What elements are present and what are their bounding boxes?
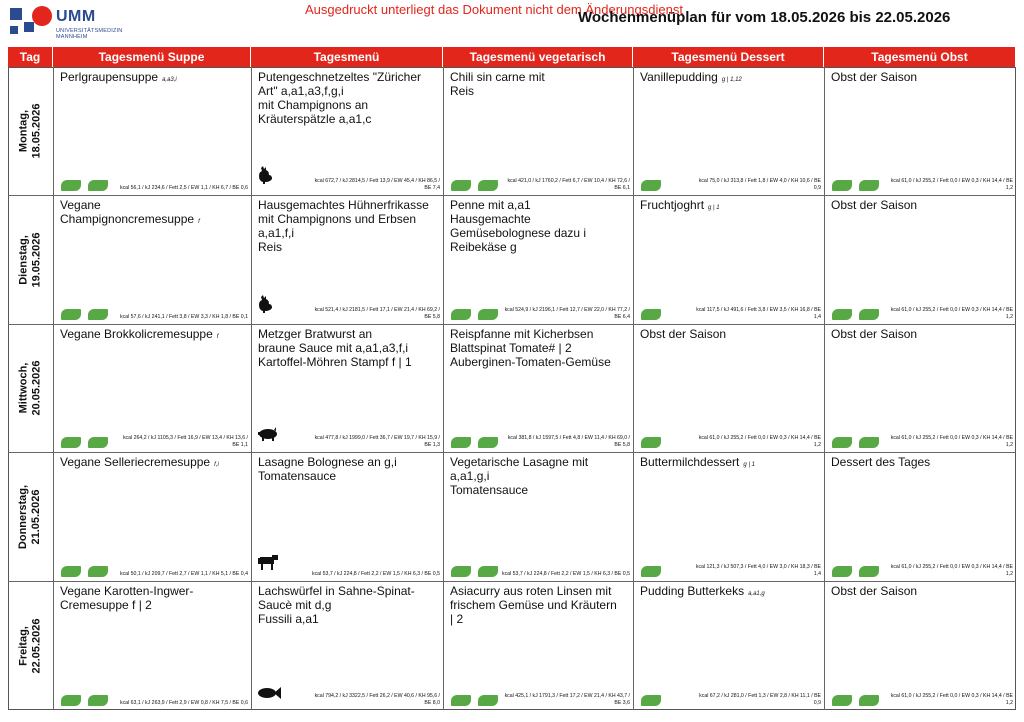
menu-cell-dessert [633,324,824,452]
vegetarian-leaf-icon [478,566,498,577]
nutrition-info: kcal 524,9 / kJ 2196,1 / Fett 12,7 / EW 22,0 / KH 77,2 / BE 6,4 [504,307,630,320]
dish-name: Perlgraupensuppe a,a3,i [60,70,177,84]
chicken-icon [257,295,273,318]
nutrition-info: kcal 121,3 / kJ 507,3 / Fett 4,0 / EW 3,0 / KH 18,3 / BE 1,4 [695,564,821,577]
menu-cell-vegetarisch [443,452,633,581]
nutrition-info: kcal 477,8 / kJ 1999,0 / Fett 36,7 / EW 19,7 / KH 15,9 / BE 1,3 [314,435,440,448]
date: 18.05.2026 [30,103,43,159]
allergen-codes: f [198,219,200,225]
vegetarian-leaf-icon [88,437,108,448]
vegan-leaf-icon [451,309,471,320]
nutrition-info: kcal 63,1 / kJ 263,9 / Fett 2,9 / EW 0,8 / KH 7,5 / BE 0,6 [119,700,248,706]
date: 19.05.2026 [30,231,43,288]
dish-name: Putengeschnetzeltes "Züricher Art" a,a1,a3,f,g,i mit Champignons an Kräuterspätzle a,a1,c [258,70,422,126]
allergen-codes: g | 1,12 [721,77,742,83]
dish-name: Lachswürfel in Sahne-Spinat- Saucè mit d,g Fussili a,a1 [258,584,415,626]
nutrition-info: kcal 672,7 / kJ 2814,5 / Fett 13,9 / EW 45,4 / KH 86,5 / BE 7,4 [314,178,440,191]
dish-name: Fruchtjoghrt g | 1 [640,198,720,212]
vegetarian-leaf-icon [859,309,879,320]
nutrition-info: kcal 61,0 / kJ 255,2 / Fett 0,0 / EW 0,3 / KH 14,4 / BE 1,2 [890,693,1013,706]
dish-name: Penne mit a,a1 Hausgemachte Gemüsebolognese dazu i Reibekäse g [450,198,587,254]
vegetarian-leaf-icon [859,180,879,191]
vegan-leaf-icon [451,180,471,191]
nutrition-info: kcal 53,7 / kJ 224,8 / Fett 2,2 / EW 1,5 / KH 6,3 / BE 0,5 [311,571,440,577]
vegan-leaf-icon [451,437,471,448]
date: 22.05.2026 [30,617,43,674]
menu-cell-vegetarisch [443,195,633,324]
menu-cell-obst [824,195,1016,324]
vegan-leaf-icon [641,180,661,191]
nutrition-info: kcal 56,1 / kJ 234,6 / Fett 2,5 / EW 1,1 / KH 6,7 / BE 0,6 [119,185,248,191]
vegetarian-leaf-icon [88,566,108,577]
dish-name: Buttermilchdessert g | 1 [640,455,755,469]
vegan-leaf-icon [832,309,852,320]
vegetarian-leaf-icon [859,695,879,706]
vegan-leaf-icon [641,309,661,320]
pig-icon [257,427,279,446]
column-header-dessert: Tagesmenü Dessert [633,47,824,67]
nutrition-info: kcal 117,5 / kJ 491,6 / Fett 3,8 / EW 3,5 / KH 16,8 / BE 1,4 [696,307,821,320]
column-header-suppe: Tagesmenü Suppe [53,47,251,67]
logo-mark-square [10,8,22,20]
vegetarian-leaf-icon [478,180,498,191]
allergen-codes: g | 1 [708,205,720,211]
logo-mark-square-tiny [10,26,18,34]
vegan-leaf-icon [61,566,81,577]
allergen-codes: f,i [214,462,219,468]
day-label [8,324,53,452]
dish-name: Vegane Brokkolicremesuppe f [60,327,219,341]
day-label [8,452,53,581]
nutrition-info: kcal 75,0 / kJ 313,8 / Fett 1,8 / EW 4,0 / KH 10,6 / BE 0,9 [698,178,821,191]
fish-icon [257,686,281,704]
vegan-leaf-icon [451,695,471,706]
menu-cell-vegetarisch [443,324,633,452]
allergen-codes: a,a1,g [748,591,765,597]
chicken-icon [257,166,273,189]
vegetarian-leaf-icon [478,437,498,448]
nutrition-info: kcal 57,6 / kJ 241,1 / Fett 3,8 / EW 3,3 / KH 1,8 / BE 0,1 [119,314,248,320]
menu-cell-dessert [633,67,824,195]
dish-name: Vegane Selleriecremesuppe f,i [60,455,219,469]
weekday: Mittwoch, [17,362,30,414]
nutrition-info: kcal 53,7 / kJ 224,8 / Fett 2,2 / EW 1,5 / KH 6,3 / BE 0,5 [501,571,630,577]
day-label [8,195,53,324]
nutrition-info: kcal 521,4 / kJ 2181,5 / Fett 17,1 / EW 21,4 / KH 69,2 / BE 5,8 [314,307,440,320]
menu-cell-obst [824,452,1016,581]
dish-name: Hausgemachtes Hühnerfrikasse mit Champignons und Erbsen a,a1,f,i Reis [258,198,429,254]
vegan-leaf-icon [61,180,81,191]
menu-cell-suppe [53,67,251,195]
menu-cell-dessert [633,195,824,324]
print-notice: Ausgedruckt unterliegt das Dokument nicht dem Änderungsdienst [305,2,683,17]
dish-name: Obst der Saison [831,70,918,84]
allergen-codes: a,a3,i [162,77,177,83]
vegetarian-leaf-icon [88,180,108,191]
nutrition-info: kcal 61,0 / kJ 255,2 / Fett 0,0 / EW 0,3 / KH 14,4 / BE 1,2 [890,178,1013,191]
page-title: Wochenmenüplan für vom 18.05.2026 bis 22.05.2026 [578,9,951,26]
menu-cell-menu [251,452,443,581]
nutrition-info: kcal 61,0 / kJ 255,2 / Fett 0,0 / EW 0,3 / KH 14,4 / BE 1,2 [698,435,821,448]
menu-cell-dessert [633,452,824,581]
weekday: Donnerstag, [17,484,30,549]
menu-cell-obst [824,324,1016,452]
menu-cell-vegetarisch [443,67,633,195]
menu-cell-suppe [53,195,251,324]
dish-name: Asiacurry aus roten Linsen mit frischem Gemüse und Kräutern | 2 [450,584,617,626]
allergen-codes: g | 1 [743,462,755,468]
dish-name: Pudding Butterkeks a,a1,g [640,584,765,598]
dish-name: Vegetarische Lasagne mit a,a1,g,i Tomatensauce [450,455,589,497]
dish-name: Vanillepudding g | 1,12 [640,70,742,84]
menu-cell-vegetarisch [443,581,633,710]
column-header-vegetarisch: Tagesmenü vegetarisch [443,47,633,67]
menu-cell-menu [251,581,443,710]
logo-subtitle: UNIVERSITÄTSMEDIZIN MANNHEIM [56,28,123,40]
vegan-leaf-icon [832,566,852,577]
menu-cell-dessert [633,581,824,710]
vegetarian-leaf-icon [88,309,108,320]
vegan-leaf-icon [641,695,661,706]
nutrition-info: kcal 50,1 / kJ 209,7 / Fett 2,7 / EW 1,1 / KH 5,1 / BE 0,4 [119,571,248,577]
vegetarian-leaf-icon [478,695,498,706]
allergen-codes: f [216,334,219,340]
date: 21.05.2026 [30,488,43,545]
nutrition-info: kcal 264,2 / kJ 1105,3 / Fett 16,9 / EW 13,4 / KH 13,6 / BE 1,1 [122,435,248,448]
dish-name: Chili sin carne mit Reis [450,70,545,98]
logo-mark-square-small [24,22,34,32]
weekday: Dienstag, [17,234,30,285]
column-header-obst: Tagesmenü Obst [824,47,1016,67]
menu-cell-menu [251,195,443,324]
nutrition-info: kcal 425,1 / kJ 1791,3 / Fett 17,2 / EW 21,4 / KH 43,7 / BE 3,6 [504,693,630,706]
vegetarian-leaf-icon [88,695,108,706]
vegan-leaf-icon [641,437,661,448]
nutrition-info: kcal 61,0 / kJ 255,2 / Fett 0,0 / EW 0,3 / KH 14,4 / BE 1,2 [890,564,1013,577]
menu-cell-menu [251,67,443,195]
date: 20.05.2026 [30,360,43,416]
vegan-leaf-icon [641,566,661,577]
weekday: Montag, [17,109,30,153]
column-header-menu: Tagesmenü [251,47,443,67]
day-label [8,67,53,195]
nutrition-info: kcal 61,0 / kJ 255,2 / Fett 0,0 / EW 0,3 / KH 14,4 / BE 1,2 [890,435,1013,448]
vegan-leaf-icon [832,437,852,448]
column-header-tag: Tag [8,47,53,67]
nutrition-info: kcal 794,2 / kJ 3322,5 / Fett 26,2 / EW 40,6 / KH 95,6 / BE 8,0 [314,693,440,706]
vegan-leaf-icon [61,437,81,448]
menu-cell-suppe [53,452,251,581]
nutrition-info: kcal 421,0 / kJ 1760,2 / Fett 6,7 / EW 10,4 / KH 72,6 / BE 6,1 [507,178,630,191]
menu-cell-suppe [53,581,251,710]
nutrition-info: kcal 67,2 / kJ 281,0 / Fett 1,3 / EW 2,8 / KH 11,1 / BE 0,9 [699,693,821,706]
cow-icon [257,554,279,575]
vegetarian-leaf-icon [859,566,879,577]
menu-cell-obst [824,67,1016,195]
nutrition-info: kcal 61,0 / kJ 255,2 / Fett 0,0 / EW 0,3 / KH 14,4 / BE 1,2 [890,307,1013,320]
dish-name: Dessert des Tages [831,455,931,469]
dish-name: Obst der Saison [831,198,918,212]
menu-cell-suppe [53,324,251,452]
vegan-leaf-icon [61,309,81,320]
vegan-leaf-icon [832,695,852,706]
logo [8,6,123,46]
dish-name: Metzger Bratwurst an braune Sauce mit a,a1,a3,f,i Kartoffel-Möhren Stampf f | 1 [258,327,412,369]
nutrition-info: kcal 381,8 / kJ 1597,5 / Fett 4,8 / EW 11,4 / KH 69,0 / BE 5,8 [507,435,630,448]
vegan-leaf-icon [832,180,852,191]
logo-mark-circle [32,6,52,26]
dish-name: Obst der Saison [640,327,727,341]
vegetarian-leaf-icon [859,437,879,448]
vegan-leaf-icon [61,695,81,706]
dish-name: Lasagne Bolognese an g,i Tomatensauce [258,455,397,483]
day-label [8,581,53,710]
vegetarian-leaf-icon [478,309,498,320]
dish-name: Reispfanne mit Kicherbsen Blattspinat Tomate# | 2 Auberginen-Tomaten-Gemüse [450,327,611,369]
vegan-leaf-icon [451,566,471,577]
menu-cell-menu [251,324,443,452]
dish-name: Vegane Karotten-Ingwer- Cremesuppe f | 2 [60,584,194,612]
dish-name: Obst der Saison [831,584,918,598]
dish-name: Vegane Champignoncremesuppe f [60,198,200,226]
menu-cell-obst [824,581,1016,710]
dish-name: Obst der Saison [831,327,918,341]
weekday: Freitag, [17,625,30,666]
logo-name: UMM [56,8,96,25]
